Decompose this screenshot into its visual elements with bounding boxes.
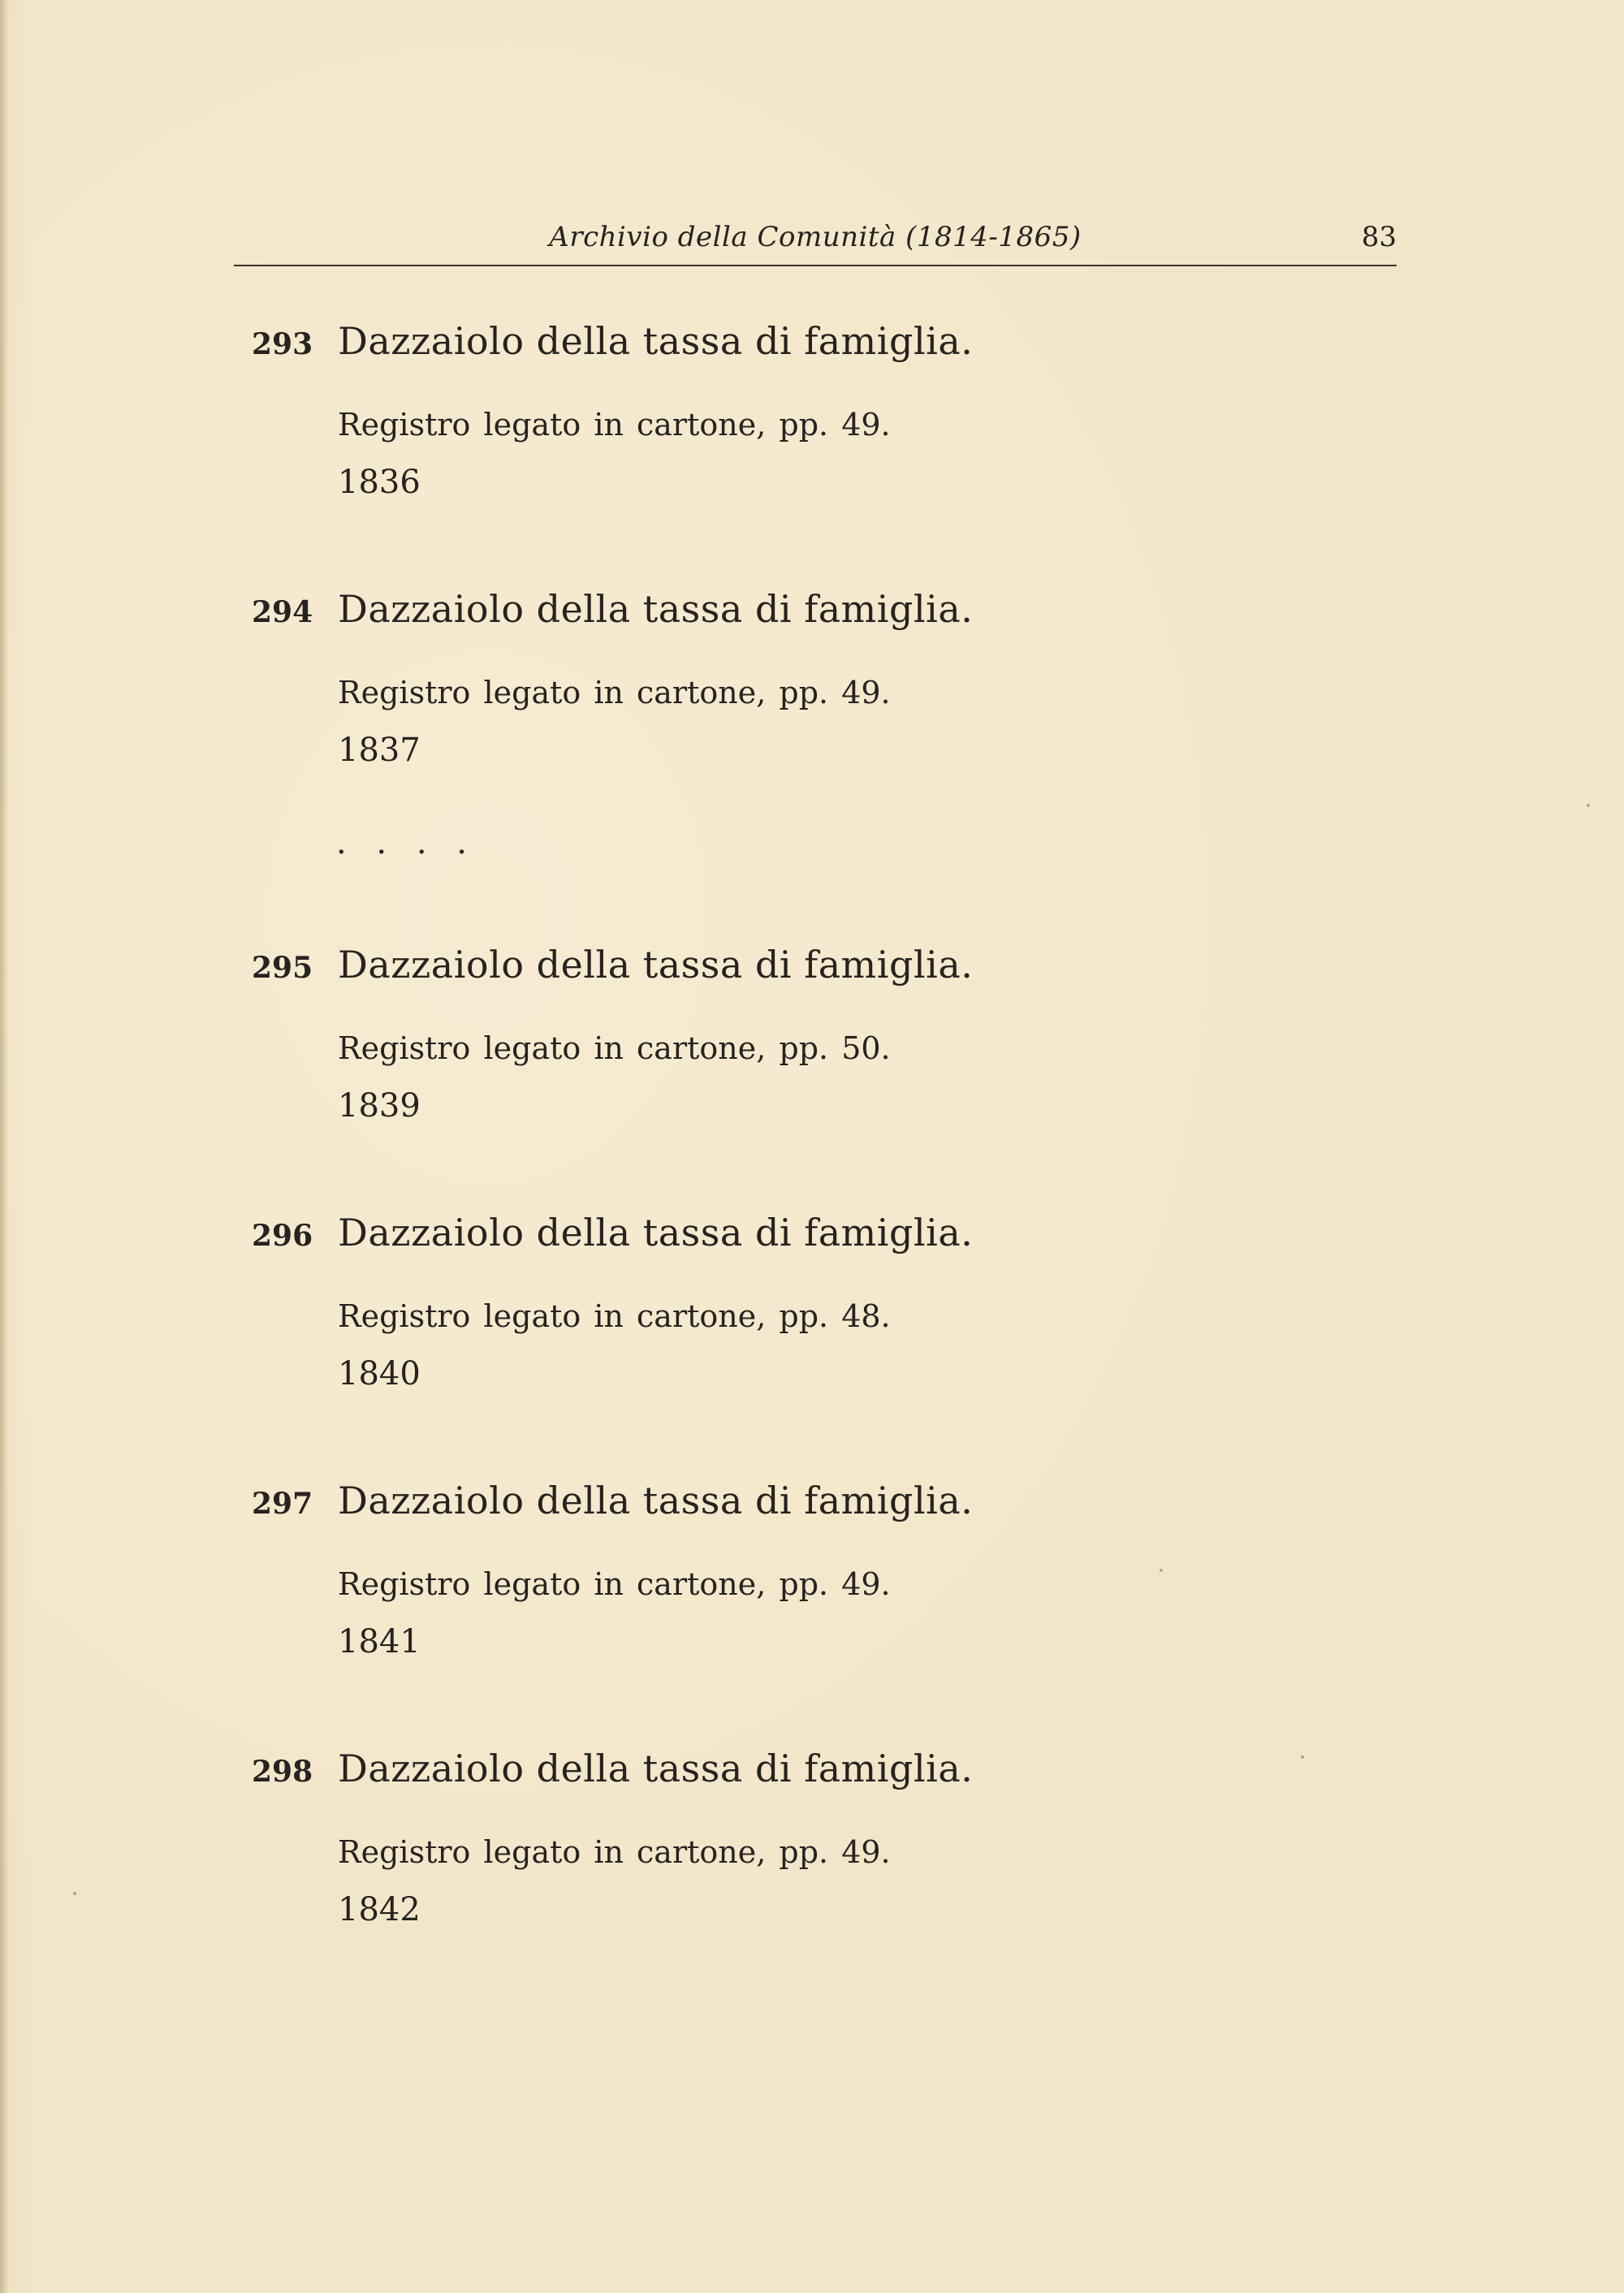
entry-title: Dazzaiolo della tassa di famiglia. bbox=[338, 1479, 974, 1522]
entry-description: Registro legato in cartone, pp. 50. bbox=[338, 1030, 891, 1066]
header-title: Archivio della Comunità (1814-1865) bbox=[549, 221, 1082, 253]
entry-title: Dazzaiolo della tassa di famiglia. bbox=[338, 1747, 974, 1790]
entry-description: Registro legato in cartone, pp. 48. bbox=[338, 1298, 891, 1334]
entry-number: 298 bbox=[252, 1755, 313, 1789]
paper-speck bbox=[1587, 804, 1590, 807]
entry-year: 1839 bbox=[338, 1087, 421, 1125]
entry-year: 1840 bbox=[338, 1355, 421, 1393]
entry-description: Registro legato in cartone, pp. 49. bbox=[338, 1566, 891, 1602]
entry-number: 293 bbox=[252, 327, 313, 361]
entry-year: 1837 bbox=[338, 732, 421, 769]
entry-year: 1842 bbox=[338, 1891, 421, 1928]
paper-speck bbox=[73, 1892, 76, 1895]
entry-number: 294 bbox=[252, 595, 313, 629]
entry-title: Dazzaiolo della tassa di famiglia. bbox=[338, 587, 974, 631]
entry-description: Registro legato in cartone, pp. 49. bbox=[338, 407, 891, 443]
entry-description: Registro legato in cartone, pp. 49. bbox=[338, 1834, 891, 1870]
entry-number: 295 bbox=[252, 951, 313, 985]
omission-ellipsis: . . . . bbox=[336, 824, 477, 861]
entry-description: Registro legato in cartone, pp. 49. bbox=[338, 675, 891, 710]
page-number: 83 bbox=[1361, 221, 1397, 253]
page-edge bbox=[0, 0, 8, 2293]
entry-title: Dazzaiolo della tassa di famiglia. bbox=[338, 1211, 974, 1254]
entry-title: Dazzaiolo della tassa di famiglia. bbox=[338, 943, 974, 987]
entry-year: 1836 bbox=[338, 464, 421, 501]
entry-year: 1841 bbox=[338, 1623, 421, 1660]
paper-speck bbox=[1160, 1569, 1163, 1572]
entry-number: 296 bbox=[252, 1219, 313, 1253]
paper-speck bbox=[1301, 1755, 1304, 1759]
entry-number: 297 bbox=[252, 1487, 313, 1521]
entry-title: Dazzaiolo della tassa di famiglia. bbox=[338, 319, 974, 363]
running-header bbox=[234, 218, 1397, 266]
